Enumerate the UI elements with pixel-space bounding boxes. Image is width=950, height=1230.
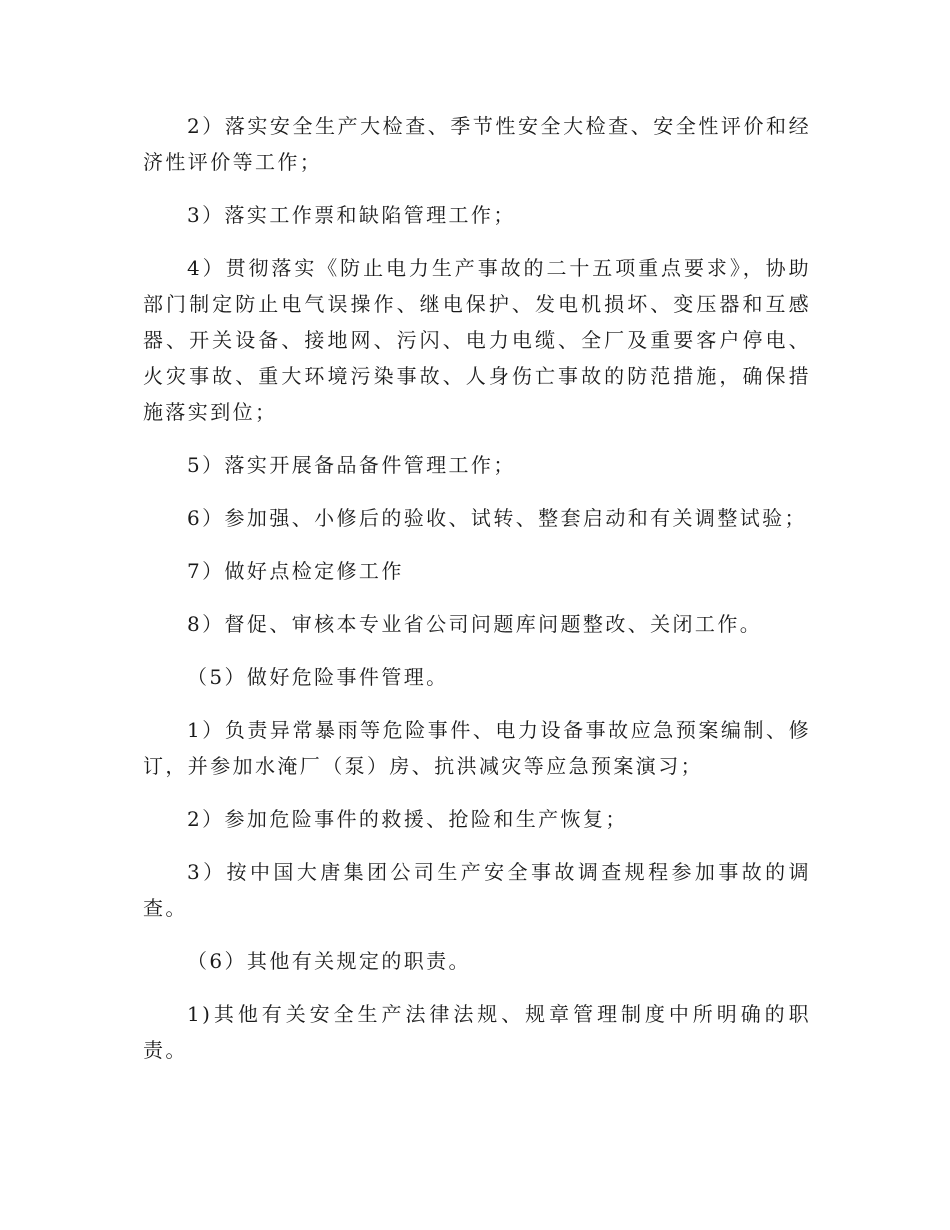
paragraph-item-8: 8）督促、审核本专业省公司问题库问题整改、关闭工作。 — [187, 612, 763, 636]
paragraph-hazard-3: 3）按中国大唐集团公司生产安全事故调查规程参加事故的调查。 — [143, 860, 811, 920]
paragraph-other-1: 1)其他有关安全生产法律法规、规章管理制度中所明确的职责。 — [143, 1002, 811, 1062]
document-body — [143, 108, 811, 1085]
paragraph-hazard-1: 1）负责异常暴雨等危险事件、电力设备事故应急预案编制、修订，并参加水淹厂（泵）房、抗洪减灾等应急预案演习； — [143, 718, 811, 778]
paragraph-item-5: 5）落实开展备品备件管理工作； — [187, 453, 516, 477]
paragraph-item-6: 6）参加强、小修后的验收、试转、整套启动和有关调整试验； — [187, 506, 807, 530]
section-heading-5: （5）做好危险事件管理。 — [187, 665, 449, 689]
paragraph-item-3: 3）落实工作票和缺陷管理工作； — [187, 203, 516, 227]
paragraph-item-7: 7）做好点检定修工作 — [187, 559, 404, 583]
section-heading-6: （6）其他有关规定的职责。 — [187, 949, 471, 973]
paragraph-item-2: 2）落实安全生产大检查、季节性安全大检查、安全性评价和经济性评价等工作； — [143, 114, 811, 174]
paragraph-hazard-2: 2）参加危险事件的救援、抢险和生产恢复； — [187, 807, 628, 831]
paragraph-item-4: 4）贯彻落实《防止电力生产事故的二十五项重点要求》，协助部门制定防止电气误操作、继电保护、发电机损坏、变压器和互感器、开关设备、接地网、污闪、电力电缆、全厂及重要客户停电、火灾事故、重大环境污染事故、人身伤亡事故的防范措施，确保措施落实到位； — [143, 256, 811, 424]
